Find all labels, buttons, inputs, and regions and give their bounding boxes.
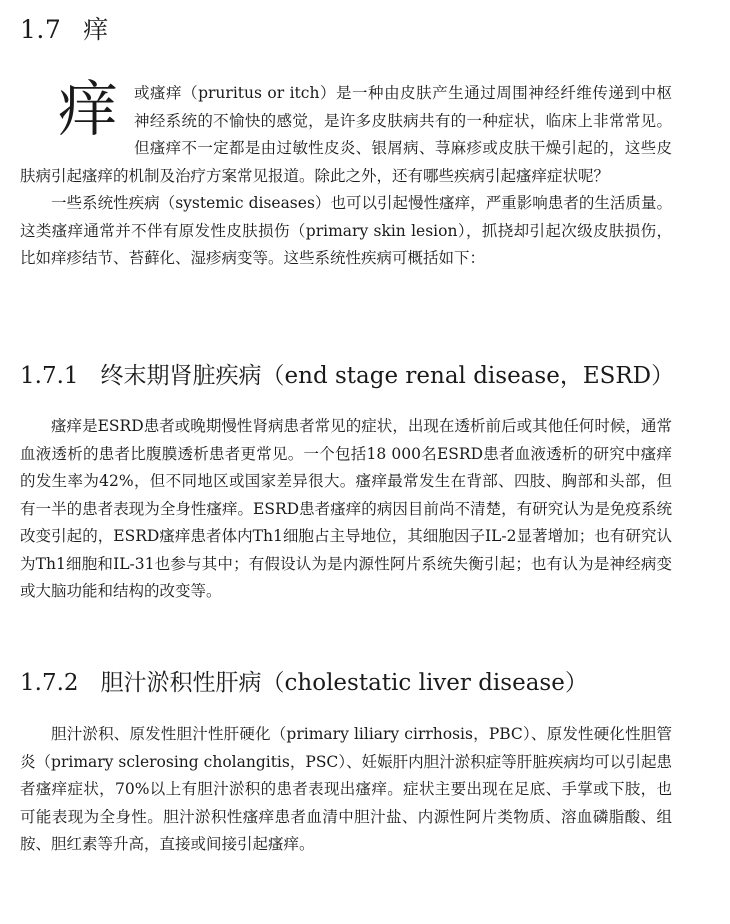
chapter-heading [20,10,109,46]
intro-paragraph-2: 一些系统性疾病（systemic diseases）也可以引起慢性瘙痒，严重影响患者的生活质量。这类瘙痒通常并不伴有原发性皮肤损伤（primary skin lesion），抓挠却引起次级皮肤损伤，比如痒疹结节、苔藓化、湿疹病变等。这些系统性疾病可概括如下： [20,194,672,267]
chapter-title: 痒 [83,15,109,44]
intro-section [20,75,672,273]
section-body-cholestatic: 胆汁淤积、原发性胆汁性肝硬化（primary liliary cirrhosis，PBC）、原发性硬化性胆管炎（primary sclerosing cholangitis，PSC）、妊娠肝内胆汁淤积症等肝脏疾病均可以引起患者瘙痒症状，70%以上有胆汁淤积的患者表现出瘙痒。症状主要出现在足底、手掌或下肢，也可能表现为全身性。胆汁淤积性瘙痒患者血清中胆汁盐、内源性阿片类物质、溶血磷脂酸、组胺、胆红素等升高，直接或间接引起瘙痒。 [20,725,672,853]
section-heading-esrd [20,357,674,390]
section-body-esrd: 瘙痒是ESRD患者或晚期慢性肾病患者常见的症状，出现在透析前后或其他任何时候，通常血液透析的患者比腹膜透析患者更常见。一个包括18 000名ESRD患者血液透析的研究中瘙痒的发生率为42%，但不同地区或国家差异很大。瘙痒最常发生在背部、四肢、胸部和头部，但有一半的患者表现为全身性瘙痒。ESRD患者瘙痒的病因目前尚不清楚，有研究认为是免疫系统改变引起的，ESRD瘙痒患者体内Th1细胞占主导地位，其细胞因子IL-2显著增加；也有研究认为Th1细胞和IL-31也参与其中；有假设认为是内源性阿片系统失衡引起；也有认为是神经病变或大脑功能和结构的改变等。 [20,417,672,600]
chapter-number: 1.7 [20,15,62,44]
section-number: 1.7.1 [20,363,79,389]
intro-paragraph-1: 或瘙痒（pruritus or itch）是一种由皮肤产生通过周围神经纤维传递到中枢神经系统的不愉快的感觉，是许多皮肤病共有的一种症状，临床上非常常见。但瘙痒不一定都是由过敏性皮炎、银屑病、荨麻疹或皮肤干燥引起的，这些皮肤病引起瘙痒的机制及治疗方案常见报道。除此之外，还有哪些疾病引起瘙痒症状呢？ [20,84,672,185]
section-title: 终末期肾脏疾病（end stage renal disease，ESRD） [100,363,675,389]
section-number: 1.7.2 [20,670,79,696]
section-title: 胆汁淤积性肝病（cholestatic liver disease） [100,670,588,696]
section-heading-cholestatic [20,664,588,697]
dropcap: 痒 [58,75,118,145]
